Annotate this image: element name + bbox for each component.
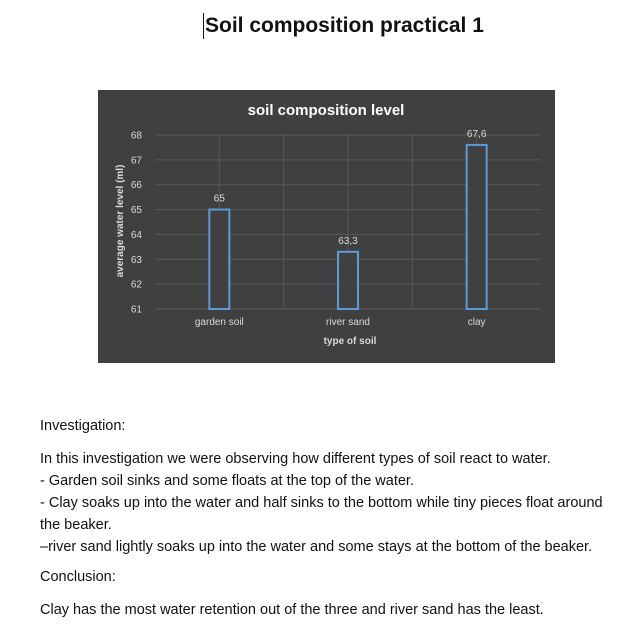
observation-garden-soil: - Garden soil sinks and some floats at the top of the water.: [40, 473, 414, 489]
y-tick-label: 63: [130, 254, 142, 266]
bar-garden-soil: [209, 210, 229, 309]
data-label: 65: [213, 193, 225, 205]
y-tick-label: 65: [130, 205, 142, 217]
bar-chart: [98, 90, 555, 363]
y-tick-label: 67: [130, 155, 142, 167]
y-tick-label: 68: [130, 130, 142, 142]
investigation-heading: Investigation:: [40, 418, 126, 434]
y-tick-label: 66: [130, 180, 142, 192]
data-label: 67,6: [466, 128, 487, 140]
observation-clay-continued: the beaker.: [40, 517, 112, 533]
chart-y-tick-labels: [131, 131, 143, 316]
chart-title: soil composition level: [247, 102, 405, 119]
observation-clay: - Clay soaks up into the water and half sinks to the bottom while tiny pieces float around: [40, 495, 603, 511]
chart-category-labels: [195, 317, 486, 328]
category-label: garden soil: [194, 317, 244, 328]
x-axis-label: type of soil: [323, 336, 377, 347]
y-tick-label: 61: [130, 304, 142, 316]
y-axis-label: average water level (ml): [115, 164, 126, 278]
report-body: [40, 415, 620, 621]
chart-canvas: [98, 90, 555, 363]
data-label: 63,3: [338, 235, 358, 247]
category-label: river sand: [326, 317, 370, 328]
y-tick-label: 62: [130, 279, 142, 291]
y-tick-label: 64: [130, 229, 142, 241]
conclusion-heading: Conclusion:: [40, 569, 116, 585]
bar-river-sand: [338, 252, 358, 309]
investigation-intro: In this investigation we were observing how different types of soil react to water.: [40, 451, 551, 467]
conclusion-text: Clay has the most water retention out of the three and river sand has the least.: [40, 602, 544, 618]
chart-data-labels: [214, 129, 487, 247]
observation-river-sand: –river sand lightly soaks up into the water and some stays at the bottom of the beaker.: [40, 539, 593, 555]
document-title: Soil composition practical 1: [205, 14, 484, 37]
category-label: clay: [467, 317, 486, 328]
bar-clay: [467, 145, 487, 309]
